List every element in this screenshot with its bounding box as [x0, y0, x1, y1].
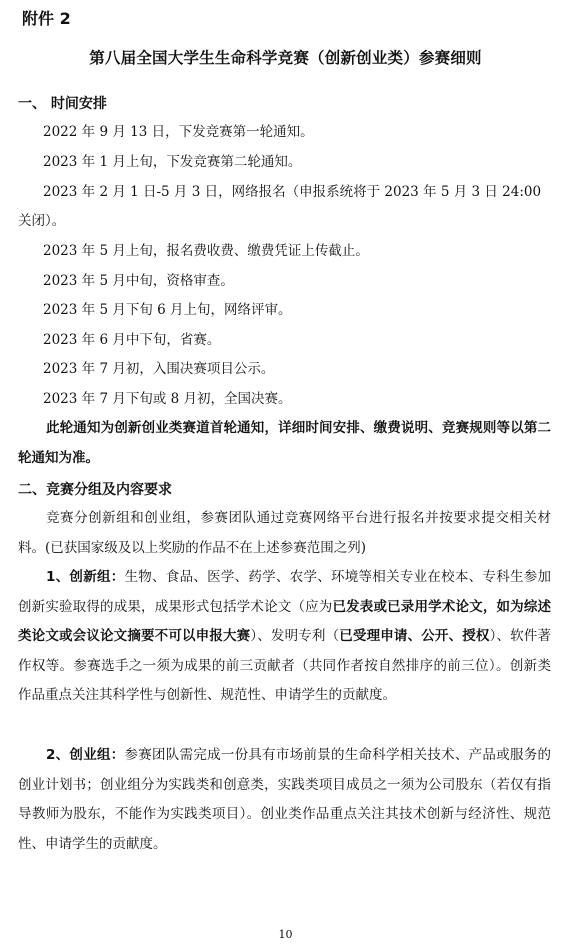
schedule-item: 2023 年 2 月 1 日-5 月 3 日，网络报名（申报系统将于 2023 年 5 月 3 日 24:00: [43, 184, 542, 200]
schedule-item: 2023 年 5 月中旬，资格审查。: [43, 273, 234, 289]
innovation-bold-1: 已发表或已录用学术论文，如为综述类论文或会议论文摘要不可以申报大赛: [18, 598, 552, 644]
notice-paragraph: 此轮通知为创新创业类赛道首轮通知，详细时间安排、缴费说明、竞赛规则等以第二轮通知为准。: [18, 420, 551, 466]
groups-intro-paragraph: 竞赛分创新组和创业组，参赛团队通过竞赛网络平台进行报名并按要求提交相关材料。(已获国家级及以上奖励的作品不在上述参赛范围之列): [18, 510, 551, 556]
entrepreneurship-text: 参赛团队需完成一份具有市场前景的生命科学相关技术、产品或服务的创业计划书；创业组分为实践类和创意类，实践类项目成员之一须为公司股东（若仅有指导教师为股东，不能作为实践类项目）。创业类作品重点关注其技术创新与经济性、规范性、申请学生的贡献度。: [18, 747, 551, 852]
entrepreneurship-group-paragraph: [18, 741, 551, 859]
innovation-text-3: ）、软件著作权等。参赛选手之一须为成果的前三贡献者（共同作者按自然排序的前三位）。创新类作品重点关注其科学性与创新性、规范性、申请学生的贡献度。: [18, 628, 552, 703]
schedule-item: 2023 年 5 月上旬，报名费收费、缴费凭证上传截止。: [43, 243, 369, 259]
innovation-group-paragraph: [18, 563, 551, 711]
schedule-item-continuation: 关闭）。: [18, 213, 66, 229]
entrepreneurship-group-label: 2、创业组：: [46, 747, 125, 763]
section-heading-schedule: 一、 时间安排: [18, 96, 107, 112]
schedule-item: 2023 年 7 月初，入围决赛项目公示。: [43, 361, 275, 377]
innovation-group-label: 1、创新组：: [46, 569, 125, 585]
schedule-item: 2023 年 6 月中下旬，省赛。: [43, 332, 221, 348]
schedule-item: 2023 年 5 月下旬 6 月上旬，网络评审。: [43, 302, 292, 318]
innovation-text-2: ）、发明专利（: [250, 628, 340, 644]
page-number: 10: [278, 928, 293, 941]
innovation-text-1: 生物、食品、医学、药学、农学、环境等相关专业在校本、专科生参加创新实验取得的成果，成果形式包括学术论文（应为: [18, 569, 551, 615]
schedule-item: 2022 年 9 月 13 日，下发竞赛第一轮通知。: [43, 124, 314, 140]
schedule-item: 2023 年 7 月下旬或 8 月初，全国决赛。: [43, 391, 292, 407]
section-heading-groups: 二、竞赛分组及内容要求: [18, 482, 172, 498]
attachment-label: 附件 2: [22, 9, 71, 28]
document-title: 第八届全国大学生生命科学竞赛（创新创业类）参赛细则: [89, 49, 482, 67]
schedule-item: 2023 年 1 月上旬，下发竞赛第二轮通知。: [43, 154, 302, 170]
innovation-bold-2: 已受理申请、公开、授权: [339, 628, 490, 644]
